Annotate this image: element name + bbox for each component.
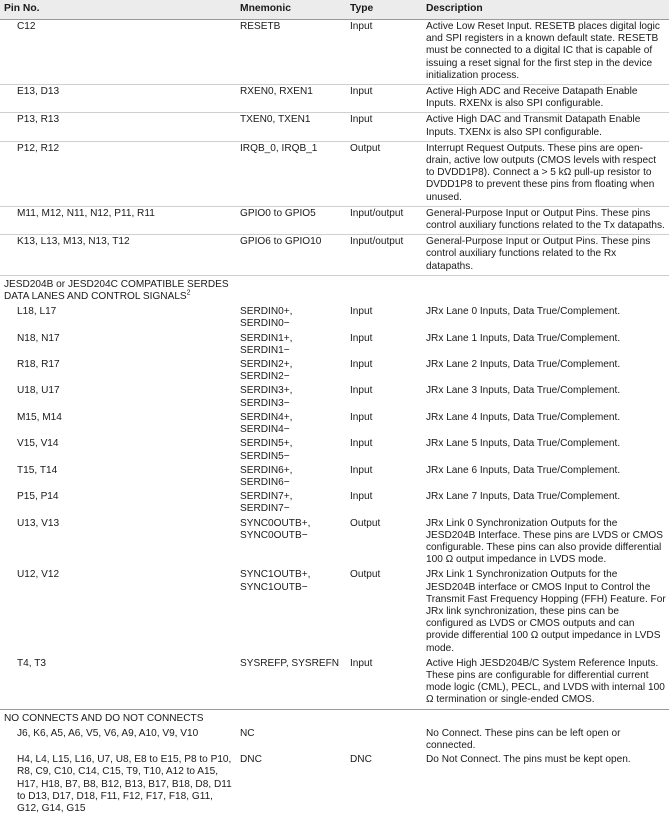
header-pin-no: Pin No. [0,0,236,20]
pin-cell: H4, L4, L15, L16, U7, U8, E8 to E15, P8 to P10, R8, C9, C10, C14, C15, T9, T10, A12 to A15, H17, H18, B7, B8, B12, B13, B17, B18, D8, D11 to D13, D17, D18, F11, F12, F17, F18, G11, G12, G14, G15 [17,754,232,814]
mnemonic-cell: GPIO6 to GPIO10 [236,235,346,276]
description-cell: JRx Lane 2 Inputs, Data True/Complement. [426,359,621,371]
header-row [0,0,669,20]
description-cell: Active High JESD204B/C System Reference Inputs. These pins are configurable for differential current mode logic (CML), PECL, and LVDS with internal 100 Ω termination or single-ended CMOS. [426,657,665,706]
mnemonic-cell: GPIO0 to GPIO5 [236,206,346,234]
mnemonic-cell: SERDIN6+, SERDIN6− [240,464,293,488]
table-row [0,141,669,206]
table-row [0,753,669,816]
pin-cell: T4, T3 [17,657,46,669]
mnemonic-cell: SERDIN5+, SERDIN5− [240,438,293,462]
section-title: JESD204B or JESD204C COMPATIBLE SERDES DATA LANES AND CONTROL SIGNALS [4,278,229,303]
description-cell: General-Purpose Input or Output Pins. These pins control auxiliary functions related to the Rx datapaths. [422,235,669,276]
type-cell: Input [350,657,373,669]
mnemonic-cell: RXEN0, RXEN1 [236,85,346,113]
section-title-cell [0,275,236,305]
mnemonic-cell: SERDIN0+, SERDIN0− [240,306,293,330]
type-cell: Input [350,306,373,318]
mnemonic-cell: NC [240,727,255,739]
section-header-serdes [0,275,669,305]
pin-cell: N18, N17 [17,332,60,344]
description-cell: JRx Lane 0 Inputs, Data True/Complement. [426,306,621,318]
table-row [0,358,669,384]
type-cell: Input [346,113,422,141]
description-cell: JRx Lane 7 Inputs, Data True/Complement. [426,491,621,503]
mnemonic-cell: SERDIN3+, SERDIN3− [240,385,293,409]
pin-cell: U12, V12 [17,569,60,581]
pin-cell: U13, V13 [17,517,60,529]
pin-cell: M11, M12, N11, N12, P11, R11 [0,206,236,234]
header-mnemonic: Mnemonic [236,0,346,20]
table-row [0,411,669,437]
pin-cell: K13, L13, M13, N13, T12 [0,235,236,276]
type-cell: Input [346,85,422,113]
mnemonic-cell: SERDIN2+, SERDIN2− [240,359,293,383]
description-cell: Interrupt Request Outputs. These pins are open-drain, active low outputs (CMOS levels with respect to DVDD1P8). Connect a > 5 kΩ pull-up resistor to DVDD1P8 to prevent these pins from floating when unused. [422,141,669,206]
table-row [0,20,669,85]
pin-cell: L18, L17 [17,306,57,318]
description-cell: JRx Link 0 Synchronization Outputs for the JESD204B Interface. These pins are LVDS or CMOS configurable. These pins can also provide differential 100 Ω output impedance in LVDS mode. [426,517,663,566]
description-cell: Active High ADC and Receive Datapath Enable Inputs. RXENx is also SPI configurable. [422,85,669,113]
table-row [0,85,669,113]
type-cell: Input [350,332,373,344]
type-cell: Input [350,359,373,371]
pin-cell: C12 [0,20,236,85]
description-cell: No Connect. These pins can be left open or connected. [426,727,621,751]
mnemonic-cell: SERDIN1+, SERDIN1− [240,332,293,356]
pin-cell: J6, K6, A5, A6, V5, V6, A9, A10, V9, V10 [17,727,199,739]
section-title: NO CONNECTS AND DO NOT CONNECTS [4,712,204,724]
type-cell [346,727,422,753]
type-cell: Input [350,491,373,503]
table-row [0,235,669,276]
pin-cell: P15, P14 [17,491,59,503]
description-cell: JRx Link 1 Synchronization Outputs for the JESD204B interface or CMOS Input to Control the Transmit Fast Frequency Hopping (FFH) Feature. For JRx link synchronization, these pins can be configured as LVDS or CMOS outputs and can provide differential 100 Ω output impedance in LVDS mode. [426,569,666,654]
mnemonic-cell: IRQB_0, IRQB_1 [236,141,346,206]
table-row [0,437,669,463]
table-row [0,206,669,234]
pin-cell: V15, V14 [17,438,59,450]
section-title-cell [0,709,236,727]
table-row [0,657,669,709]
description-cell: Active High DAC and Transmit Datapath Enable Inputs. TXENx is also SPI configurable. [422,113,669,141]
mnemonic-cell: SERDIN4+, SERDIN4− [240,411,293,436]
pin-cell: T15, T14 [17,464,58,476]
type-cell: Input [346,20,422,85]
pin-cell: P12, R12 [0,141,236,206]
pin-cell: M15, M14 [17,411,62,423]
description-cell: JRx Lane 6 Inputs, Data True/Complement. [426,464,621,476]
mnemonic-cell: SYSREFP, SYSREFN [240,657,340,669]
type-cell: Output [350,517,381,529]
section-header-no-connects [0,709,669,727]
footnote-marker: 2 [186,289,191,297]
type-cell: Input/output [346,235,422,276]
pin-cell: P13, R13 [0,113,236,141]
type-cell: DNC [350,754,372,766]
mnemonic-cell: TXEN0, TXEN1 [236,113,346,141]
table-row [0,113,669,141]
table-row [0,464,669,490]
description-cell: JRx Lane 5 Inputs, Data True/Complement. [426,438,621,450]
description-cell: JRx Lane 3 Inputs, Data True/Complement. [426,385,621,397]
type-cell: Output [350,569,381,581]
table-row [0,568,669,656]
pin-cell: E13, D13 [0,85,236,113]
pin-cell: U18, U17 [17,385,60,397]
mnemonic-cell: SERDIN7+, SERDIN7− [240,491,293,515]
header-type: Type [346,0,422,20]
type-cell: Input [350,411,373,423]
type-cell: Output [346,141,422,206]
mnemonic-cell: SYNC0OUTB+, SYNC0OUTB− [240,517,311,541]
mnemonic-cell: SYNC1OUTB+, SYNC1OUTB− [240,569,311,593]
type-cell: Input [350,438,373,450]
description-cell: General-Purpose Input or Output Pins. These pins control auxiliary functions related to the Tx datapaths. [422,206,669,234]
table-row [0,490,669,516]
table-row [0,727,669,753]
description-cell: JRx Lane 4 Inputs, Data True/Complement. [426,411,621,423]
table-row [0,517,669,569]
description-cell: Do Not Connect. The pins must be kept open. [426,754,631,766]
mnemonic-cell: RESETB [236,20,346,85]
pin-cell: R18, R17 [17,359,60,371]
type-cell: Input [350,385,373,397]
mnemonic-cell: DNC [240,754,262,766]
description-cell: Active Low Reset Input. RESETB places digital logic and SPI registers in a known default state. RESETB must be connected to a digital IC that is capable of issuing a reset signal for the first step in the device initialization process. [422,20,669,85]
type-cell: Input [350,464,373,476]
table-row [0,384,669,410]
description-cell: JRx Lane 1 Inputs, Data True/Complement. [426,332,621,344]
type-cell: Input/output [346,206,422,234]
table-row [0,332,669,358]
header-description: Description [422,0,669,20]
table-row [0,305,669,331]
